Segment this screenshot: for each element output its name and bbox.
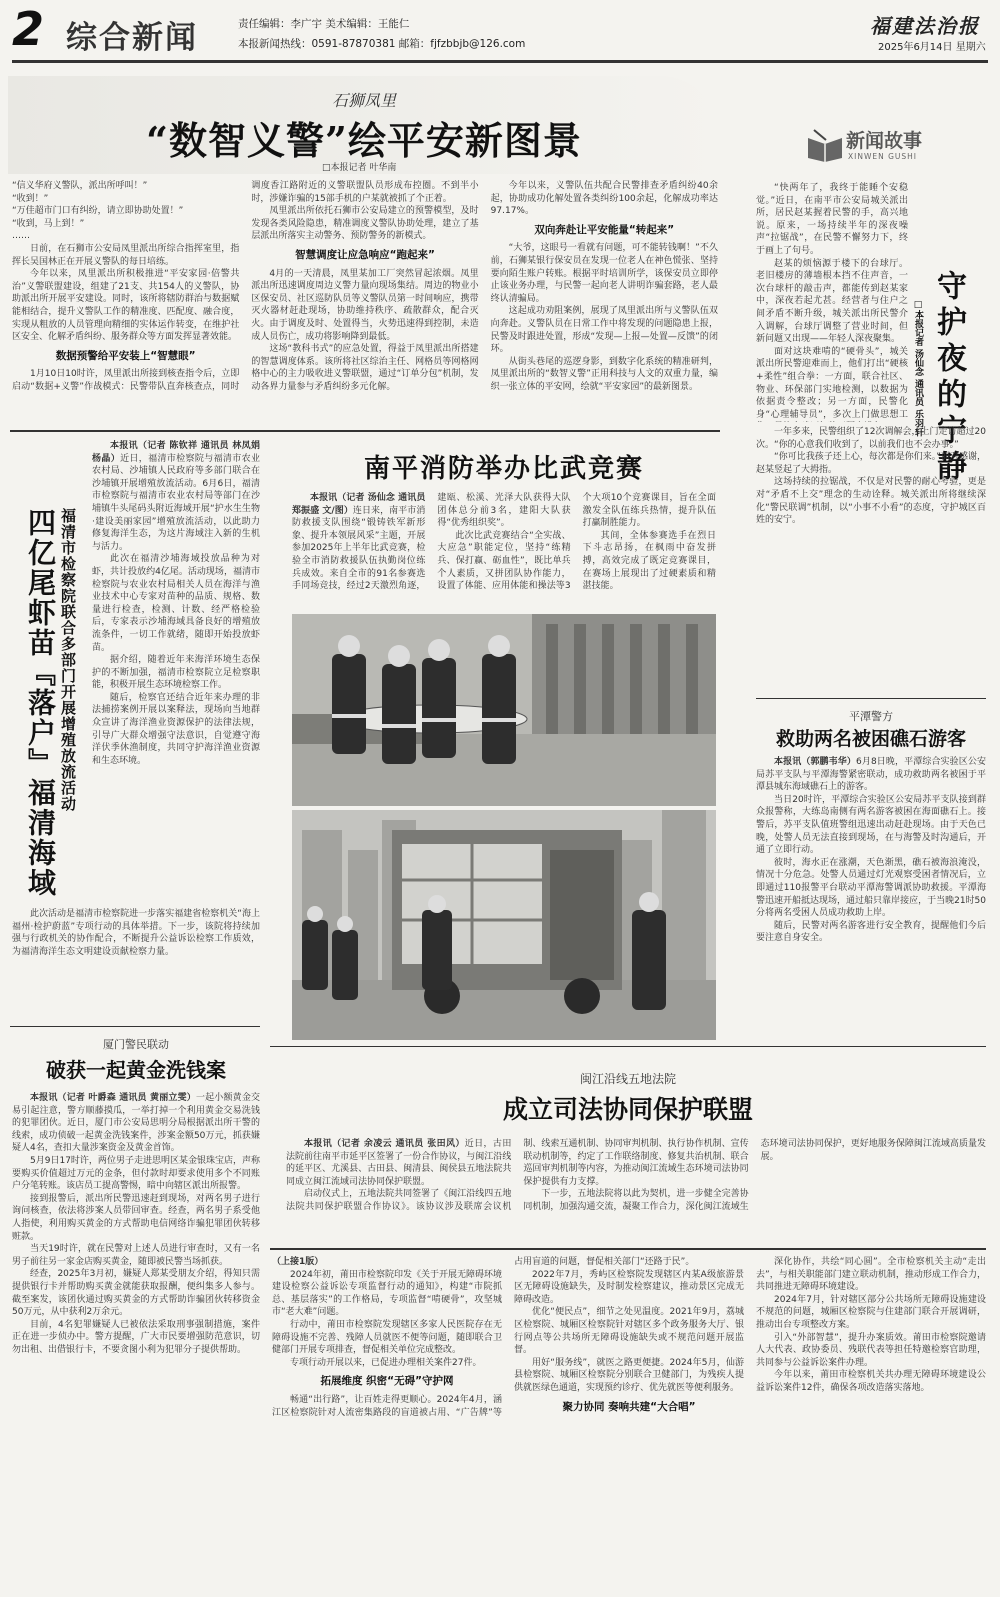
shrimp-text: 近日，福清市检察院与福清市农业农村局、沙埔镇人民政府等多部门联合在沙埔镇开展增殖放流活动。6月6日，福清市检察院与福清市农业农村局等部门在沙埔镇牛头尾码头附近海域开展“护水生生物·建设美丽家园”增殖放流活动，以此助力修复海洋生态，为这片海域注入新的生机与活力。 (92, 453, 260, 552)
gold-byline: 本报讯（记者 叶爵森 通讯员 黄丽立雯） (30, 1093, 196, 1103)
news-story-label (806, 124, 986, 168)
judicial-text: 近日，古田法院前往南平市延平区签署了一份合作协议，与闽江沿线的延平区、尤溪县、古田县、闽清县、闽侯县五地法院共同成立闽江流域司法协同保护联盟。 (286, 1139, 512, 1187)
lead-para: 这起成功劝阻案例，展现了凤里派出所与义警队伍双向奔赴。义警队员在日常工作中将发现的问题隐患上报，民警及时跟进处置，形成“发现—上报—处置—反馈”的闭环。 (490, 306, 718, 355)
barrier-para: 畅通“出行路”，让百姓走得更顺心。2024年4月，涵江区检察院针对人流密集路段的盲道被占用、“广告牌”等占用盲道的问题，督促相关部门“还路于民”。 (272, 1257, 695, 1418)
lead-headline: “数智义警”绘平安新图景 (146, 118, 582, 163)
rescue-para (756, 756, 986, 794)
masthead-rule (12, 60, 988, 63)
rescue-para: 当日20时许，平潭综合实验区公安局苏平支队接到群众报警称，大练岛南侧有两名游客被困在海面礁石上。接警后，苏平支队值班警组迅速出动赶赴现场。由于天色已晚，处警人员无法直接到现场，在与海警及时沟通后，开通了立即行动。 (756, 794, 986, 856)
shrimp-para: 此次在福清沙埔海域投放品种为对虾，共计投放约4亿尾。活动现场，福清市检察院与农业农村局相关人员在海洋与渔业技术中心专家对苗种的品质、规格、数量进行检查，检测、计数、经严格检验后，专家表示沙埔海域具备良好的增殖放流条件，一切工作就绪，随即开始投放虾苗。 (92, 554, 260, 653)
fire-byline: 本报讯（记者 汤仙念 通讯员 郑振盛 文/图） (292, 493, 426, 516)
gold-para (12, 1092, 260, 1155)
lead-kicker: 石狮凤里 (331, 91, 396, 110)
fire-para: 其间，全体参赛选手在烈日下斗志昂扬，在枫雨中奋发拼搏，高效完成了既定竞赛课目，在赛场上展现出了过硬素质和精湛技能。 (582, 530, 716, 592)
judicial-kicker: 闽江沿线五地法院 (579, 1072, 676, 1086)
hotline: 本报新闻热线：0591-87870381 邮箱：fjfzbbjb@126.com (238, 38, 526, 50)
shrimp-para: 此次活动是福清市检察院进一步落实福建省检察机关“海上福州·检护蔚蓝”专项行动的具体举措。下一步，该院将持续加强与行政机关的协作配合，不断提升公益诉讼检察工作质效，为福清海洋生态文明建设贡献检察力量。 (12, 909, 260, 957)
lead-para: 今年以来，凤里派出所积极推进“平安家园·倍警共治”义警联盟建设，组建了21支、共154人的义警队，协助派出所开展平安建设。同时，该所将辖防群治与数据赋能相结合，提升义警队工作的精准度、匹配度、融合度，实现从粗放的人员管理向精细的实体运作转变，在维护社区安全、化解矛盾纠纷、服务群众等方面发挥显著效能。 (12, 269, 240, 343)
shrimp-para: 随后，检察官还结合近年来办理的非法捕捞案例开展以案释法，现场向当地群众宣讲了海洋渔业资源保护的法律法规，引导广大群众增强守法意识，自觉遵守海洋伏季休渔制度，共同守护海洋渔业资源和生态环境。 (92, 692, 260, 766)
lead-subhead: 数据预警给平安装上“智慧眼” (55, 349, 196, 362)
fire-truck-drill-image (292, 810, 716, 1040)
barrier-para: 2024年初，莆田市检察院印发《关于开展无障碍环境建设检察公益诉讼专项监督行动的通知》，构建“市院抓总、基层落实”的工作格局，专项监督“啃硬骨”，攻坚城市“老大难”问题。 (272, 1269, 502, 1318)
lead-para: …… (12, 231, 30, 242)
judicial-para: 启动仪式上，五地法院共同签署了《闽江沿线四五地法院共同保护联盟合作协议》。该协议涉及联席会议机制、线索互通机制、协同审判机制、执行协作机制、宣传联动机制等，约定了工作联络制度、修复共治机制、联合巡回审判机制等内容，为推动闽江流域生态环境司法协同保护提供有力支撑。 (286, 1139, 749, 1212)
lead-body (12, 180, 718, 425)
gold-para: 经查，2025年3月初，嫌疑人郑某受朋友介绍，得知只需提供银行卡并帮助购买黄金就能获取报酬，便纠集多人参与。截至案发，该团伙通过购买黄金的方式帮助诈骗团伙转移资金50万元，从中获利2万余元。 (12, 1269, 260, 1318)
gold-text: 一起小额黄金交易引起注意，警方顺藤摸瓜，一举打掉一个利用黄金交易洗钱的犯罪团伙。近日，厦门市公安局思明分局根据派出所干警的线索，成功侦破一起黄金洗钱案件，涉案金额50万元，抓获嫌疑人4名，查扣大量涉案资金及黄金首饰。 (12, 1093, 260, 1154)
barrier-continued: （上接1版） (272, 1257, 324, 1267)
news-story-body-a (756, 182, 908, 422)
shrimp-para: 据介绍，随着近年来海洋环境生态保护的不断加强，福清市检察院立足检察职能，积极开展生态环境检察工作。 (92, 655, 260, 691)
barrier-body (272, 1256, 986, 1590)
barrier-para: 优化“便民点”，细节之处见温度。2021年9月，荔城区检察院、城厢区检察院针对辖区多个政务服务大厅、银行网点等公共场所无障碍设施缺失或不规范问题开展监督。 (514, 1307, 744, 1356)
rescue-headline: 救助两名被困礁石游客 (775, 728, 966, 750)
rescue-para: 随后，民警对两名游客进行安全教育，提醒他们今后要注意自身安全。 (756, 920, 986, 944)
lead-para: 日前，在石狮市公安局凤里派出所综合指挥室里，指挥长吴国林正在开展义警队的每日培练。 (12, 243, 240, 267)
paper-name: 福建法治报 (870, 14, 980, 38)
lead-para: 今年以来，义警队伍共配合民警排查矛盾纠纷40余起，协助成功化解处置各类纠纷100余起，化解成功率达97.17%。 (490, 181, 718, 217)
judicial-para: 下一步，五地法院将以此为契机，进一步健全完善协同机制，加强沟通交流，凝聚工作合力，深化闽江流域生态环境司法协同保护，更好地服务保障闽江流域高质量发展。 (523, 1139, 986, 1212)
lead-para: “收到！” (12, 193, 49, 204)
divider (270, 1248, 986, 1250)
judicial-body (286, 1138, 986, 1238)
news-story-para: 一年多来，民警组织了12次调解会，上门走访超过20次。“你的心意我们收到了，以前我们也不会办事。” (756, 427, 986, 450)
firefighters-carrying-stretcher-image (292, 614, 716, 806)
judicial-headline: 成立司法协同保护联盟 (502, 1095, 753, 1124)
gold-body (12, 1092, 260, 1587)
barrier-subhead: 聚力协同 奏响共建“大合唱” (562, 1400, 696, 1413)
gold-para: 接到报警后，派出所民警迅速赶到现场，对两名男子进行询问核查，依法将涉案人员带回审查。经查，两名男子系受他人指使，利用购买黄金的方式帮助电信网络诈骗犯罪团伙转移赃款。 (12, 1193, 260, 1242)
gold-kicker: 厦门警民联动 (103, 1038, 169, 1051)
lead-para: “万佳超市门口有纠纷，请立即协助处置！” (12, 206, 184, 217)
lead-subhead: 智慧调度让应急响应“跑起来” (295, 248, 435, 261)
shrimp-para (92, 440, 260, 553)
lead-para: 从街头巷尾的巡逻身影，到数字化系统的精准研判，凤里派出所的“数智义警”正用科技与人文的双重力量，编织一张立体的平安网，绘就“平安家园”的最新图景。 (490, 356, 718, 392)
shrimp-subtitle: 福清市检察院联合多部门开展增殖放流活动 (59, 508, 77, 812)
issue-date: 2025年6月14日 星期六 (878, 42, 986, 53)
lead-para: 这场“教科书式”的应急处置，得益于凤里派出所搭建的智慧调度体系。该所将社区综治主任、网格员等网格网格中心的主力吸收进义警联盟，通过“订单分包”机制，发动各界力量参与矛盾纠纷多元化解。 (251, 344, 479, 392)
page-number: 2 (12, 2, 45, 56)
lead-para: “信义华府义警队，派出所呼叫！” (12, 181, 148, 191)
lead-para: “大爷，这眼号一看就有问题，可不能转钱啊！”不久前，石狮某银行保安员在发现一位老人在神色慌张、坚持要向陌生账户转账。根据平时培训所学，该保安员立即停止该业务办理，与民警一起向老人讲明诈骗套路，老人最终认清骗局。 (490, 243, 718, 304)
barrier-para: 2024年7月，针对辖区部分公共场所无障碍设施建设不规范的问题，城厢区检察院与住建部门联合开展调研，推动出台专项整改方案。 (756, 1294, 986, 1330)
lead-para: “收到，马上到！” (12, 218, 85, 229)
news-story-para: “快两年了，我终于能睡个安稳觉。”近日，在南平市公安局城关派出所，居民赵某握着民警的手，高兴地说。原来，一场持续半年的深夜噪声“拉锯战”，在民警不懈努力下，终于画上了句号。 (756, 183, 908, 256)
news-story-para: “你可比我孩子还上心，每次都是你们来。”面对感谢，赵某竖起了大拇指。 (756, 452, 986, 475)
rescue-body (756, 756, 986, 1038)
divider (10, 1026, 260, 1027)
rescue-text: 6月8日晚，平潭综合实验区公安局苏平支队与平潭海警紧密联动，成功救助两名被困于平潭县城东海域礁石上的游客。 (756, 757, 986, 793)
fire-text: 连日来，南平市消防救援支队围绕“锻铸铁军新形象、提升本领展风采”主题，开展参加2025年上半年比武竞赛，检验全市消防救援队伍执勤岗位练兵成效。来自全市的91名参赛选手同场竞技，经过2天激烈角逐，建瓯、松溪、光泽大队获得大队团体总分前3名，建阳大队获得“优秀组织奖”。 (292, 493, 571, 592)
lead-subhead: 双向奔赴让平安能量“转起来” (534, 223, 675, 236)
fire-photo-stretcher-drill (292, 614, 716, 806)
news-story-label-text: 新闻故事 (846, 130, 923, 152)
news-story-body-b (756, 426, 986, 694)
book-icon (806, 128, 844, 162)
judicial-para (286, 1138, 511, 1188)
lead-para: 凤里派出所依托石狮市公安局建立的预警模型，及时发现各类风险隐患，精准调度义警队协助处理，建立了基层派出所落实主动警务、预防警务的新模式。 (251, 206, 479, 242)
news-story-para: 赵某的烦恼源于楼下的台球厅。老旧楼房的薄墙根本挡不住声音，一次台球杆的敲击声，都能传到赵某家中，深夜若起尤甚。经营者与住户之间矛盾不断升级，城关派出所民警介入调解，台球厅调整了营业时间，但新问题又出现——年轻人深夜聚集。 (756, 258, 908, 345)
divider (10, 430, 720, 432)
judicial-byline: 本报讯（记者 余凌云 通讯员 张田风） (304, 1139, 465, 1149)
rescue-para: 彼时，海水正在涨潮，天色渐黑，礁石被海浪淹没，情况十分危急。处警人员通过灯光观察受困者情况后，立即通过110报警平台联动平潭海警调派协助救援。平潭海警迅速开船抵达现场，通过船只靠岸接应，于当晚21时50分将两名受困人员成功救助上岸。 (756, 857, 986, 919)
barrier-para: 今年以来，莆田市检察机关共办理无障碍环境建设公益诉讼案件12件，确保各项改造落实落地。 (756, 1370, 986, 1393)
barrier-para: 引入“外部智慧”，提升办案质效。莆田市检察院邀请人大代表、政协委员、残联代表等担任特邀检察官助理，共同参与公益诉讼案件办理。 (756, 1332, 986, 1368)
gold-para: 5月9日17时许，两位男子走进思明区某金银珠宝店，声称要购买价值超过万元的金条，但付款时却要求使用多个不同账户分笔转账。该店员工提高警惕，暗中向辖区派出所报警。 (12, 1155, 260, 1192)
gold-para: 目前，4名犯罪嫌疑人已被依法采取刑事强制措施，案件正在进一步侦办中。警方提醒，广大市民要增强防范意识，切勿出租、出借银行卡，不要贪图小利为犯罪分子提供帮助。 (12, 1319, 260, 1355)
gold-headline: 破获一起黄金洗钱案 (46, 1058, 226, 1082)
news-story-para: 面对这块难啃的“硬骨头”，城关派出所民警迎难而上，他们打出“硬核+柔性”组合拳：一方面，联合社区、物业、环保部门实地检测，以数据为依据责令整改；另一方面，民警化身“心理辅导员”，多次上门做思想工 (756, 346, 908, 420)
barrier-subhead: 拓展维度 织密“无碍”守护网 (320, 1375, 454, 1388)
rescue-byline: 本报讯（郭鹏韦华） (774, 757, 856, 767)
fire-headline: 南平消防举办比武竞赛 (363, 454, 644, 484)
news-story-byline: □本报记者 汤仙念 通讯员 乐羽轩 (913, 300, 923, 437)
gold-para: 当天19时许，就在民警对上述人员进行审查时，又有一名男子前往另一家金店购买黄金，随即被民警当场抓获。 (12, 1244, 260, 1267)
rescue-kicker: 平潭警方 (849, 710, 893, 723)
shrimp-byline: 本报讯（记者 陈钦祥 通讯员 林凤娟 杨晶） (92, 441, 260, 464)
fire-para: 此次比武竞赛结合“全实战、大应急”职能定位，坚持“练精兵、保打赢、砺血性”，既比单兵个人素质，又拼团队协作能力，设置了体能、应用体能和操法等3个大项10个竞赛课目，旨在全面激发全队伍练兵热情，提升队伍打赢制胜能力。 (437, 493, 716, 592)
divider (756, 698, 986, 699)
fire-photo-truck-drill (292, 810, 716, 1040)
shrimp-body-top (92, 440, 260, 905)
barrier-para: 行动中，莆田市检察院发现辖区多家人民医院存在无障碍设施不完善、残障人员就医不便等问题，随即联合卫健部门开展专项排查，督促相关单位完成整改。 (272, 1319, 502, 1356)
news-story-para: 这场持续的拉锯战，不仅是对民警的耐心考验，更是对“矛盾不上交”理念的生动诠释。城关派出所将继续深化“警民联调”机制，以“小事不小看”的态度，守护城区百姓的安宁。 (756, 477, 986, 526)
divider (270, 1046, 986, 1047)
barrier-para: 深化协作，共绘“同心圆”。全市检察机关主动“走出去”，与相关职能部门建立联动机制，推动形成工作合力，共同推进无障碍环境建设。 (756, 1257, 986, 1293)
fire-body (292, 492, 716, 608)
editors: 责任编辑：李广宇 美术编辑：王能仁 (238, 18, 410, 30)
barrier-para: 用好“服务线”，就医之路更便捷。2024年5月，仙游县检察院、城厢区检察院分别联合卫健部门，为残疾人提供就医绿色通道，实现预约诊疗、优先就医等便利服务。 (514, 1357, 744, 1393)
section-title: 综合新闻 (66, 20, 198, 56)
barrier-para: 专项行动开展以来，已促进办理相关案件27件。 (290, 1357, 482, 1368)
barrier-para: 2022年7月，秀屿区检察院发现辖区内某A级旅游景区无障碍设施缺失，及时制发检察建议，推动景区完成无障碍改造。 (514, 1269, 744, 1305)
news-story-label-en: XINWEN GUSHI (848, 152, 918, 161)
lead-byline: □本报记者 叶华南 (322, 163, 397, 173)
shrimp-headline: 四亿尾虾苗『落户』福清海域 (24, 508, 57, 898)
lead-para: 1月10日10时许，凤里派出所接到核查指令后，立即启动“数据+义警”作战模式：民警带队直奔核查点，同时调度香江路附近的义警联盟队员形成布控圈。不到半小时，涉嫌诈骗的15部手机的户某就被抓了个正着。 (12, 181, 479, 392)
masthead (12, 2, 988, 60)
lead-para: 4月的一天清晨，凤里某加工厂突然冒起浓烟。凤里派出所迅速调度周边义警力量向现场集结。周边的物业小区保安员、社区巡防队员等义警队员第一时间响应，携带灭火器材赶赴现场，协助维持秩序、疏散群众，配合灭火。由于调度及时、处置得当，火势迅速得到控制，未造成人员伤亡，成功将影响降到最低。 (251, 268, 479, 342)
shrimp-body-bottom (12, 908, 260, 1020)
news-story-headline: 守护夜的宁静 (931, 270, 966, 486)
